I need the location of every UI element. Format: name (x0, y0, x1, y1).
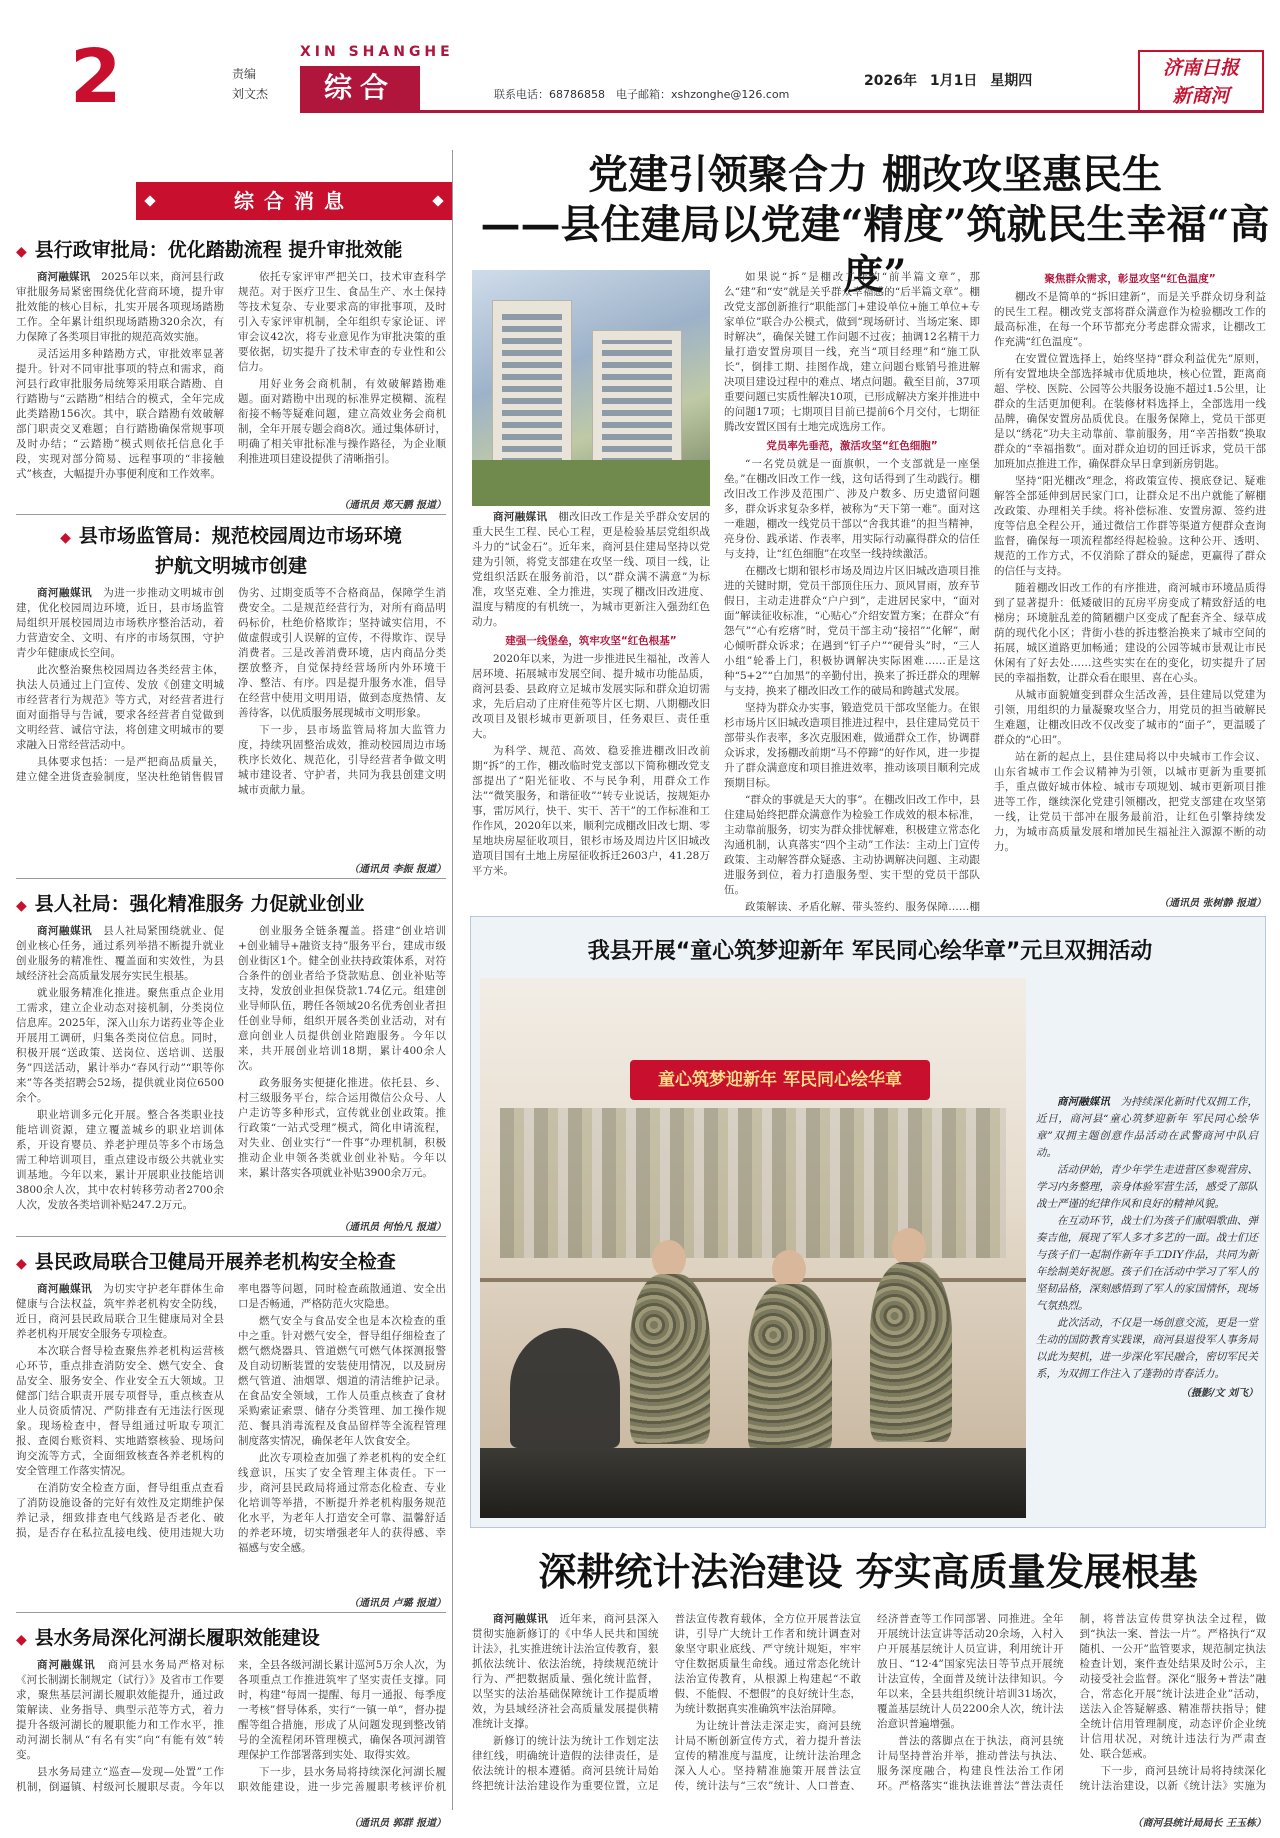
lead-story-col-1 (472, 510, 710, 914)
lead-story-para-10: 棚改不是简单的“拆旧建新”，而是关乎群众切身利益的民生工程。棚改党支部将群众满意作为检验棚改工作的最高标准，在每一个环节都充分考虑群众需求，让棚改工作充满“红色温度”。 (994, 291, 1266, 348)
diamond-bullet-icon: ◆ (16, 898, 27, 914)
article-4-para-4: 燃气安全与食品安全也是本次检查的重中之重。针对燃气安全，督导组仔细检查了燃气燃烧器具、管道燃气可燃气体探测报警及自动切断装置的安装使用情况，以及厨房燃气管道、油烟罩、烟道的清洁维护记录。在食品安全领域，工作人员重点核查了食材采购索证索票、储存分类管理、加工操作规范、餐具消毒流程及食品留样等全流程管理制度落实情况，确保老年人饮食安全。 (238, 1315, 446, 1447)
editor-label: 责编 (232, 67, 257, 81)
lead-story-lead: 商河融媒讯 (493, 511, 548, 523)
feature-lead: 商河融媒讯 (1057, 1096, 1110, 1108)
article-1-para-3: 依托专家评审严把关口，技术审查科学规范。对于医疗卫生、食品生产、水土保持等技术复杂、专业要求高的审批事项，及时引入专家评审机制，全年组织专家论证、评审会议42次，将专业意见作为审批决策的重要依据，切实提升了技术审查的专业性和公信力。 (238, 271, 446, 373)
issue-date: 2026年 1月1日 星期四 (864, 73, 1033, 89)
article-4-headline (16, 1248, 446, 1278)
lead-story-subhead-3: 聚焦群众需求，彰显攻坚“红色温度” (1044, 273, 1216, 285)
bottom-story-para-2: 新修订的统计法为统计工作划定法律红线，明确统计造假的法律责任，是依法统计的根本遵循。商河县统计局始终把统计法治建设作为重要位置，立足普法宣传教育载体，全方位开展普法宣讲，引导广大统计工作者和统计调查对象坚守职业底线、严守统计规矩，牢牢守住数据质量生命线。通过常态化统计法治宣传教育，从根源上构建起“不敢假、不能假、不想假”的良好统计生态，为统计数据真实准确筑牢法治屏障。 (472, 1613, 861, 1792)
article-4-title: 县民政局联合卫健局开展养老机构安全检查 (34, 1251, 396, 1273)
lead-story-para-12: 坚持“阳光棚改”理念，将政策宣传、摸底登记、疑难解答全部延伸到居民家门口，让群众足不出户就能了解棚改政策、办理相关手续。将补偿标准、安置房源、签约进度等信息全程公开，通过微信工作群等渠道方便群众查询监督，确保每一项流程都经得起检验。这种公开、透明、规范的工作方式，不仅消除了群众的疑虑，更赢得了群众的信任与支持。 (994, 475, 1266, 577)
article-4-para-5: 此次专项检查加强了养老机构的安全红线意识，压实了安全管理主体责任。下一步，商河县民政局将通过常态化检查、专业化培训等举措，不断提升养老机构服务规范化水平，为老年人打造安全可靠、温馨舒适的养老环境，切实增强老年人的获得感、幸福感与安全感。 (238, 1452, 446, 1554)
lead-story-col-3 (994, 270, 1266, 888)
article-1-para-4: 用好业务会商机制，有效破解踏勘难题。面对踏勘中出现的标准界定模糊、流程衔接不畅等疑难问题，建立高效业务会商机制，全年开展专题会商8次。通过集体研讨，明确了相关审批标准与操作路径，为企业顺利推进项目建设提供了清晰指引。 (238, 378, 446, 465)
feature-para-1: 为持续深化新时代双拥工作，近日，商河县“童心筑梦迎新年 军民同心绘华章”双拥主题创意作品活动在武警商河中队启动。 (1036, 1096, 1259, 1159)
lead-story-para-11: 在安置位置选择上，始终坚持“群众利益优先”原则，所有安置地块全部选择城市优质地块，核心位置，距离商超、学校、医院、公园等公共服务设施不超过1.5公里，让群众的生活更加便利。在装修材料选择上，全部选用一线品牌，确保安置房品质优良。在服务保障上，党员干部更是以“绣花”功夫主动靠前、靠前服务，用“辛苦指数”换取群众的“幸福指数”。面对群众迫切的回迁诉求，党员干部加班加点推进工作，确保群众早日拿到新房钥匙。 (994, 353, 1266, 470)
logo-line2: 新商河 (1172, 85, 1230, 107)
article-2-lead: 商河融媒讯 (37, 587, 93, 599)
lead-story-para-6: 在棚改七期和银杉市场及周边片区旧城改造项目推进的关键时期，党员干部顶住压力、顶风冒雨，放弃节假日，主动走进群众“户户到”，走进居民家中，“面对面”解读征收标准，“心贴心”介绍安置方案；在群众“有怨气”“心有疙瘩”时，党员干部主动“接招”“化解”，耐心倾听群众诉求；在遇到“钉子户”“硬骨头”时，“三人小组”轮番上门，积极协调解决实际困难……正是这种“5+2”“白加黑”的辛勤付出，换来了拆迁群众的理解与支持，换来了棚改旧改工作的破局和跨越式发展。 (724, 565, 980, 697)
lead-story-para-7: 坚持为群众办实事，锻造党员干部攻坚能力。在银杉市场片区旧城改造项目推进过程中，县住建局党员干部带头作表率，多次克服困难，做通群众工作，协调群众诉求，发扬棚改前期“马不停蹄”的好作风，进一步提升了群众满意度和项目推进效率，推动该项目顺利完成预期目标。 (724, 702, 980, 789)
article-5-para-1: 商河县水务局严格对标《河长制湖长制规定（试行）》及省市工作要求，聚焦基层河湖长履职效能提升，通过政策解读、业务指导、典型示范等方式，着力提升各级河湖长的履职能力和工作水平，推动河湖长制从“有名有实”向“有能有效”转变。 (16, 1659, 225, 1761)
editor-name: 刘文杰 (232, 87, 269, 101)
article-2-para-4: 下一步，县市场监管局将加大监管力度，持续巩固整治成效，推动校园周边市场秩序长效化、规范化，引导经营者争做文明城市建设者、守护者，共同为我县创建文明城市贡献力量。 (238, 724, 446, 796)
article-3-byline: （通讯员 何怡凡 报道） (339, 1222, 446, 1233)
article-5-para-2: 县水务局建立“巡查—发现—处置”工作机制，倒逼镇、村级河长履职尽责。今年以来，全县各级河湖长累计巡河5万余人次，为各项重点工作推进筑牢了坚实责任支撑。同时，构建“每周一提醒、每月一通报、每季度一考核”督导体系，实行“一镇一单”，督办提醒等组合措施，形成了从问题发现到整改销号的全流程闭环管理模式，确保各项河湖管理保护工作部署落到实处、取得实效。 (16, 1659, 446, 1793)
event-banner: 童心筑梦迎新年 军民同心绘华章 (630, 1060, 930, 1100)
bottom-story-byline: （商河县统计局局长 王玉栋） (1132, 1818, 1266, 1829)
bottom-story-para-4: 普法的落脚点在于执法，商河县统计局坚持普治并举，推动普法与执法、服务深度融合，构建良性法治工作闭环。严格落实“谁执法谁普法”普法责任制，将普法宣传贯穿执法全过程，做到“执法一案、普法一片”。严格执行“双随机、一公开”监管要求，规范制定执法检查计划，案件查处结果及时公示，主动接受社会监督。深化“服务+普法”融合，常态化开展“统计法进企业”活动，送法入企答疑解惑、精准帮扶指导；健全统计信用管理制度，动态评价企业统计信用状况，对统计违法行为严肃查处、联合惩戒。 (877, 1613, 1266, 1792)
article-3-para-2: 就业服务精准化推进。聚焦重点企业用工需求，建立企业动态对接机制，分类岗位信息库。2025年，深入山东力诺药业等企业开展用工调研，归集各类岗位信息。同时，积极开展“送政策、送岗位、送培训、送服务”四送活动，累计举办“春风行动”“职等你来”等各类招聘会52场，提供就业岗位6500余个。 (16, 987, 224, 1104)
article-2-para-1: 为进一步推动文明城市创建，优化校园周边环境，近日，县市场监管局组织开展校园周边市场秩序整治活动，着力营造安全、文明、有序的市场氛围，守护青少年健康成长空间。 (16, 587, 224, 659)
feature-caption (1036, 1094, 1258, 1402)
lead-story-para-5: “一名党员就是一面旗帜，一个支部就是一座堡垒。”在棚改旧改工作一线，这句话得到了生动践行。棚改旧改工作涉及范围广、涉及户数多、历史遗留问题多，群众诉求复杂多样，被称为“天下第一难”。面对这一难题，棚改一线党员干部以“舍我其谁”的担当精神，亮身份、践承诺、作表率，用实际行动赢得群众的信任与支持，让“红色细胞”在攻坚一线持续激活。 (724, 458, 980, 560)
article-3-body (16, 924, 446, 1214)
article-3-headline (16, 890, 446, 920)
article-4-body (16, 1282, 446, 1590)
article-1-headline (16, 236, 446, 266)
article-4-lead: 商河融媒讯 (37, 1283, 93, 1295)
article-2-headline (16, 522, 446, 580)
article-5-headline (16, 1624, 446, 1654)
lead-story-subhead-2: 党员率先垂范，激活攻坚“红色细胞” (766, 440, 938, 452)
article-4-para-3: 在消防安全检查方面，督导组重点查看了消防设施设备的完好有效性及定期维护保养记录，细致排查电气线路是否老化、破损，是否存在私拉乱接电线、使用违规大功率电器等问题，同时检查疏散通道、安全出口是否畅通，严格防范火灾隐患。 (16, 1283, 446, 1539)
lead-story-para-13: 随着棚改旧改工作的有序推进，商河城市环境品质得到了显著提升：低矮破旧的瓦房平房变成了精致舒适的电梯房；环境脏乱差的简陋棚户区变成了配套齐全、绿草成荫的现代化小区；背街小巷的拆违整治换来了城市空间的拓展，城区道路更加畅通；建设的公园等城市景观让市民休闲有了好去处……这些实实在在的变化，切实提升了居民的幸福指数，让群众看在眼里、喜在心头。 (994, 582, 1266, 684)
feature-para-4: 此次活动，不仅是一场创意交流，更是一堂生动的国防教育实践课，商河县退役军人事务局以此为契机，进一步深化军民融合，密切军民关系，为双拥工作注入了蓬勃的青春活力。 (1036, 1317, 1258, 1380)
article-1-body (16, 270, 446, 492)
bottom-story-para-5: 下一步，商河县统计局将持续深化统计法治建设，以新《统计法》实施为 (1079, 1765, 1266, 1792)
lead-story-para-2: 2020年以来，为进一步推进民生福祉，改善人居环境、拓展城市发展空间、提升城市功能品质，商河县委、县政府立足城市发展实际和群众迫切需求，先后启动了庄府佳苑等片区七期、八期棚改旧改项目及银杉城市更新项目，任务艰巨、责任重大。 (472, 653, 710, 740)
lead-story-col-2 (724, 270, 980, 914)
housing-photo (472, 270, 710, 506)
feature-para-3: 在互动环节，战士们为孩子们献唱歌曲、弹奏吉他，展现了军人多才多艺的一面。战士们还与孩子们一起制作新年手工DIY作品，共同为新年绘制美好祝愿。孩子们在活动中学习了军人的坚韧品格，深刻感悟到了军人的家国情怀，现场气氛热烈。 (1036, 1215, 1258, 1312)
article-divider (16, 878, 446, 879)
bottom-story-para-3: 为让统计普法走深走实，商河县统计局不断创新宣传方式，着力提升普法宣传的精准度与温度，让统计法治理念深入人心。坚持精准施策开展普法宣传，统计法与“三农”统计、人口普查、经济普查等工作同部署、同推进。全年开展统计法宣讲等活动20余场，入村入户开展基层统计人员宣讲，利用统计开放日、“12·4”国家宪法日等节点开展统计法宣传，全面普及统计法律知识。今年以来，全县共组织统计培训31场次，覆盖基层统计人员2200余人次，统计法治意识普遍增强。 (674, 1613, 1064, 1792)
editor-info (232, 64, 268, 104)
lead-story-byline: （通讯员 张树静 报道） (1159, 898, 1266, 909)
article-1-para-1: 2025年以来，商河县行政审批服务局紧密围绕优化营商环境，提升审批效能的核心目标，扎实开展各项现场踏勘工作。全年累计组织现场踏勘320余次，有力保障了各类项目审批的规范高效实施。 (16, 271, 224, 343)
article-3-para-3: 职业培训多元化开展。整合各类职业技能培训资源，建立覆盖城乡的职业培训体系，开设育婴员、养老护理员等多个市场急需工种培训项目，重点建设市级公共就业实训基地。今年以来，累计开展职业技能培训3800余人次，其中农村转移劳动者2700余人次，发放各类培训补贴247.2万元。 (16, 1109, 224, 1211)
article-3-para-5: 政务服务实便捷化推进。依托县、乡、村三级服务平台，综合运用微信公众号、人户走访等多种形式，宣传就业创业政策。推行政策“一站式受理”模式，简化申请流程，对失业、创业实行“一件事”办理机制，积极推动企业申领各类就业创业补贴。今年以来，累计落实各项就业补贴3900余万元。 (238, 1077, 446, 1179)
lead-story-para-4: 如果说“拆”是棚改工作的“前半篇文章”，那么“建”和“安”就是关乎群众幸福感的“后半篇文章”。棚改党支部创新推行“职能部门+建设单位+施工单位+专家单位”联合办公模式，做到“现场研讨、当场定案、即时解决”，确保关键工作问题不过夜；抽调12名精干力量打造安置房项目一线，充当“项目经理”和“施工队长”，倒排工期、挂图作战，建立问题台账销号推进解决项目建设过程中的难点、堵点问题。截至目前，37项重要问题已实质性解决10项，已形成解决方案并推进中的问题17项；七期项目目前已提前6个月交付，七期征腾改安置区国有土地完成选房工作。 (724, 271, 980, 433)
newspaper-logo (1138, 50, 1264, 112)
news-brief-banner: 综合消息 (136, 182, 452, 220)
diamond-bullet-icon: ◆ (60, 530, 71, 546)
article-2-byline: （通讯员 李振 报道） (349, 864, 446, 875)
lead-story-para-15: 站在新的起点上，县住建局将以中央城市工作会议、山东省城市工作会议精神为引领，以城市更新为重要抓手，重点做好城市体检、城市专项规划、城市更新项目推进等工作，继续深化党建引领棚改，把党支部建在攻坚第一线，让党员干部冲在服务最前沿，让红色引擎持续发力，为城市高质量发展和增加民生福祉注入源源不断的动力。 (994, 751, 1266, 853)
article-5-title: 县水务局深化河湖长履职效能建设 (34, 1627, 320, 1649)
article-divider (16, 1236, 446, 1237)
article-5-byline: （通讯员 郭群 报道） (349, 1818, 446, 1829)
article-1-lead: 商河融媒讯 (37, 271, 91, 283)
lead-story-para-1: 棚改旧改工作是关乎群众安居的重大民生工程、民心工程，更是检验基层党组织战斗力的“试金石”。近年来，商河县住建局坚持以党建为引领，将党支部建在攻坚一线、项目一线，让党组织活跃在服务前沿，以“群众满不满意”为标准，攻坚克难、全力推进，实现了棚改旧改进度、温度与精度的有机统一，为城市更新注入强劲红色动力。 (472, 511, 710, 628)
lead-story-para-14: 从城市面貌嬗变到群众生活改善，县住建局以党建为引领，用组织的力量凝聚攻坚合力，用党员的担当破解民生难题，让棚改旧改不仅改变了城市的“面子”，更温暖了群众的“心田”。 (994, 689, 1266, 746)
logo-line1: 济南日报 (1162, 57, 1239, 79)
article-divider (16, 1612, 446, 1613)
bottom-story-body (472, 1612, 1266, 1808)
feature-byline: （摄影/文 刘飞） (1180, 1388, 1258, 1399)
page-number: 2 (70, 34, 122, 120)
article-5-para-3: 下一步，县水务局将持续深化河湖长履职效能建设，进一步完善履职考核评价机 (238, 1766, 446, 1793)
article-3-lead: 商河融媒讯 (37, 925, 93, 937)
diamond-bullet-icon: ◆ (16, 244, 27, 260)
bottom-story-para-1: 近年来，商河县深入贯彻实施新修订的《中华人民共和国统计法》，扎实推进统计法治宣传教育，狠抓依法统计、依法治统，持续规范统计行为、严把数据质量、强化统计监督，以坚实的法治基础保障统计工作提质增效，为县域经济社会高质量发展提供精准统计支撑。 (472, 1613, 659, 1730)
article-1-byline: （通讯员 郑天鹏 报道） (339, 500, 446, 511)
bottom-story-lead: 商河融媒讯 (493, 1613, 549, 1625)
lead-story-para-3: 为科学、规范、高效、稳妥推进棚改旧改前期“拆”的工作，棚改临时党支部以下简称棚改党支部提出了“阳光征收、不与民争利，用群众工作法”“微笑服务，和谐征收”“转专业说话，按规矩办事，雷厉风行，快干、实干、苦干”的工作标准和工作作风，2020年以来，顺利完成棚改旧改七期、零星地块房屋征收项目，银杉市场及周边片区旧城改造项目国有土地上房屋征收拆迁2603户，41.28万平方米。 (472, 745, 710, 877)
article-3-title: 县人社局：强化精准服务 力促就业创业 (34, 893, 365, 915)
lead-story-title-line2: ——县住建局以党建“精度”筑就民生幸福“高度” (480, 201, 1270, 298)
article-2-para-2: 此次整治聚焦校园周边各类经营主体，执法人员通过上门宣传、发放《创建文明城市经营者行为规范》等方式，对经营者进行面对面指导与告诫，要求各经营者自觉做到文明经营、诚信守法，将创建文明城市的要求融入日常经营活动中。 (16, 664, 224, 751)
lead-story-para-8: “群众的事就是天大的事”。在棚改旧改工作中，县住建局始终把群众满意作为检验工作成效的根本标准，主动靠前服务，切实为群众排忧解难，积极建立常态化沟通机制，认真落实“四个主动”工作法：主动上门宣传政策、主动解答群众疑惑、主动协调解决问题、主动跟进服务到位，着力打造服务型、实干型的党员干部队伍。 (724, 794, 980, 896)
masthead-rule (300, 110, 1264, 113)
feature-para-2: 活动伊始，青少年学生走进营区参观营房、学习内务整理，亲身体验军营生活，感受了部队战士严谨的纪律作风和良好的精神风貌。 (1036, 1164, 1258, 1210)
contact-info: 联系电话：68786858 电子邮箱：xshzonghe@126.com (494, 88, 790, 101)
article-3-para-4: 创业服务全链条覆盖。搭建“创业培训+创业辅导+融资支持”服务平台，建成市级创业街区1个。健全创业扶持政策体系，对符合条件的创业者给予贷款贴息、创业补贴等支持，发放创业担保贷款1.74亿元。组建创业导师队伍，聘任各领域20名优秀创业者担任创业导师，组织开展各类创业活动，对有意向创业人员提供创业陪跑服务。今年以来，共开展创业培训18期，累计400余人次。 (238, 925, 446, 1072)
article-2-title-line1: 县市场监管局：规范校园周边市场环境 (78, 525, 402, 547)
article-5-lead: 商河融媒讯 (37, 1659, 96, 1671)
lead-story-para-9: 政策解读、矛盾化解、带头签约、服务保障……棚 (745, 901, 980, 913)
diamond-bullet-icon: ◆ (16, 1256, 27, 1272)
event-photo (480, 978, 1026, 1518)
column-divider (452, 150, 453, 1810)
article-4-byline: （通讯员 卢璐 报道） (349, 1598, 446, 1609)
lead-story-title-line1: 党建引领聚合力 棚改攻坚惠民生 (588, 151, 1162, 198)
article-1-title: 县行政审批局：优化踏勘流程 提升审批效能 (34, 239, 403, 261)
article-2-title-line2: 护航文明城市创建 (154, 555, 307, 577)
section-label: 综合 (300, 66, 420, 110)
lead-story-subhead-1: 建强一线堡垒，筑牢攻坚“红色根基” (505, 635, 677, 647)
article-4-para-2: 本次联合督导检查聚焦养老机构运营核心环节，重点排查消防安全、燃气安全、食品安全、服务安全、作业安全五大领域。卫健部门结合职责开展专项督导，重点核查从业人员资质情况、严防排查有无违法行医现象。现场检查中，督导组通过听取专项汇报、查阅台账资料、实地踏察核验、现场问询交流等方式，全面细致核查各养老机构的安全管理工作落实情况。 (16, 1345, 224, 1477)
bottom-story-headline: 深耕统计法治建设 夯实高质量发展根基 (538, 1549, 1198, 1594)
article-5-body (16, 1658, 446, 1808)
feature-title: 我县开展“童心筑梦迎新年 军民同心绘华章”元旦双拥活动 (587, 939, 1153, 964)
article-2-para-3: 具体要求包括：一是严把商品质量关，建立健全进货查验制度，坚决杜绝销售假冒伪劣、过期变质等不合格商品，保障学生消费安全。二是规范经营行为，对所有商品明码标价，杜绝价格欺诈；坚持诚实信用，不做虚假或引人误解的宣传，不得欺诈、误导消费者。三是改善消费环境，店内商品分类摆放整齐，自觉保持经营场所内外环境干净、整洁、有序。四是提升服务水准，倡导在经营中使用文明用语，做到态度热情、友善待客，以优质服务展现城市文明形象。 (16, 587, 446, 783)
article-divider (16, 514, 446, 515)
diamond-bullet-icon: ◆ (16, 1632, 27, 1648)
article-2-body (16, 586, 446, 856)
article-1-para-2: 灵活运用多种踏勘方式，审批效率显著提升。针对不同审批事项的特点和需求，商河县行政审批服务局统筹采用联合踏勘、自行踏勘与“云踏勘”相结合的模式，全年完成此类踏勘156次。其中，联合踏勘有效破解部门职责交叉难题；自行踏勘确保常规事项及时办结；“云踏勘”模式则依托信息化手段，实现对部分简易、远程事项的“非接触式”核查，大幅提升办事便利度和工作效率。 (16, 348, 224, 480)
article-3-para-1: 县人社局紧围绕就业、促创业核心任务，通过系列举措不断提升就业创业服务的精准性、覆盖面和实效性，为县域经济社会高质量发展夯实民生根基。 (16, 925, 224, 982)
section-pinyin: XIN SHANGHE (300, 44, 454, 60)
article-4-para-1: 为切实守护老年群体生命健康与合法权益，筑牢养老机构安全防线，近日，商河县民政局联合卫生健康局对全县养老机构开展安全服务专项检查。 (16, 1283, 224, 1340)
